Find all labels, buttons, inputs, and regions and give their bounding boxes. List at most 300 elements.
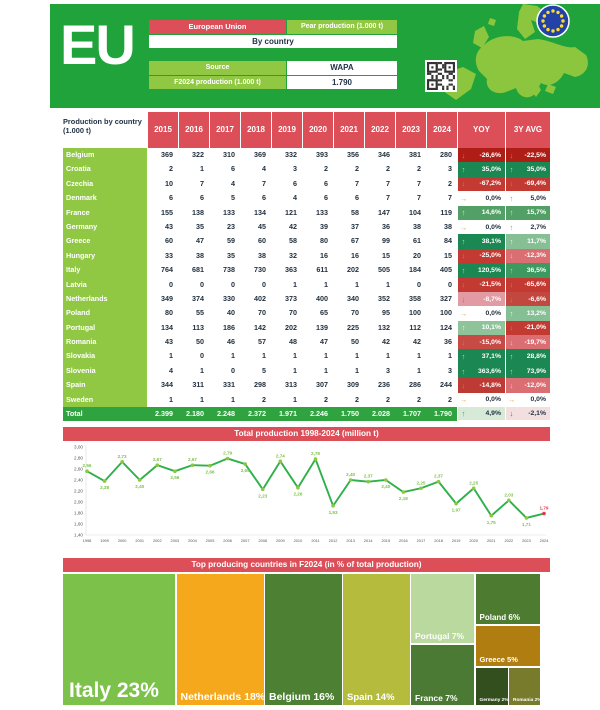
table-body (63, 148, 550, 421)
country-cell: Slovakia (63, 349, 147, 364)
data-point (472, 486, 476, 490)
treemap-title-bar: Top producing countries in F2024 (in % of total production) (63, 558, 550, 572)
value-cell: 681 (178, 263, 209, 278)
value-cell: 47 (178, 234, 209, 249)
value-cell: 40 (209, 306, 240, 321)
value-cell: 38 (240, 249, 271, 264)
value-cell: 349 (147, 292, 178, 307)
value-cell: 1 (333, 349, 364, 364)
x-axis-label: 2002 (152, 538, 162, 543)
value-cell: 0 (240, 278, 271, 293)
table-row (63, 249, 550, 263)
value-cell: 330 (209, 292, 240, 307)
year-column-header: 2017 (209, 112, 240, 148)
trend-value: -14,8% (479, 381, 501, 389)
country-cell: Italy (63, 263, 147, 278)
trend-cell (505, 263, 550, 278)
value-cell: 100 (426, 306, 457, 321)
treemap-tile-label: Italy 23% (69, 679, 159, 702)
trend-cell (505, 220, 550, 235)
value-cell: 5 (240, 364, 271, 379)
x-axis-label: 2019 (451, 538, 461, 543)
product-label: Pear production (1.000 t) (287, 20, 397, 34)
value-cell: 311 (178, 378, 209, 393)
value-cell: 184 (395, 263, 426, 278)
value-cell: 225 (333, 321, 364, 336)
value-cell: 55 (178, 306, 209, 321)
value-cell: 7 (364, 191, 395, 206)
table-row (63, 306, 550, 320)
value-cell: 2.180 (178, 407, 209, 421)
table-row (63, 148, 550, 162)
value-cell: 147 (364, 206, 395, 221)
forecast-label: F2024 production (1.000 t) (149, 76, 286, 90)
value-cell: 2 (302, 162, 333, 177)
y-axis-label: 2,80 (74, 455, 83, 461)
trend-cell (505, 393, 550, 408)
value-cell: 65 (302, 306, 333, 321)
year-column-header: 2023 (395, 112, 426, 148)
value-cell: 33 (147, 249, 178, 264)
data-label: 2,03 (504, 492, 514, 498)
trend-cell (457, 292, 505, 307)
value-cell: 2.028 (364, 407, 395, 421)
value-cell: 6 (147, 191, 178, 206)
data-label: 2,26 (293, 491, 303, 497)
data-label: 2,23 (258, 493, 268, 499)
trend-cell (457, 148, 505, 163)
value-cell: 139 (302, 321, 333, 336)
region-name: European Union (149, 20, 286, 34)
country-cell: Slovenia (63, 364, 147, 379)
trend-value: 0,0% (530, 396, 546, 404)
table-row (63, 263, 550, 277)
data-label: 2,40 (346, 472, 356, 477)
trend-down-arrow-icon: ↓ (461, 294, 466, 304)
trend-flat-arrow-icon: → (459, 309, 468, 318)
y-axis-label: 2,60 (74, 466, 83, 472)
x-axis-label: 2015 (381, 538, 391, 543)
value-cell: 70 (333, 306, 364, 321)
trend-cell (457, 393, 505, 408)
value-cell: 35 (209, 249, 240, 264)
value-cell: 402 (240, 292, 271, 307)
x-axis-label: 2001 (135, 538, 145, 543)
value-cell: 381 (395, 148, 426, 163)
trend-down-arrow-icon: ↓ (509, 337, 514, 347)
treemap-tile-label: Netherlands 18% (180, 691, 266, 703)
trend-value: -2,1% (528, 410, 546, 418)
value-cell: 61 (395, 234, 426, 249)
value-cell: 1.750 (333, 407, 364, 421)
treemap-tile-greece (476, 626, 541, 667)
header-banner (50, 4, 600, 108)
value-cell: 307 (302, 378, 333, 393)
y-axis-label: 3,00 (74, 444, 83, 450)
value-cell: 124 (426, 321, 457, 336)
table-row (63, 378, 550, 392)
country-cell: Greece (63, 234, 147, 249)
value-cell: 2 (395, 393, 426, 408)
table-row (63, 206, 550, 220)
value-cell: 36 (364, 220, 395, 235)
data-point (103, 479, 107, 483)
value-cell: 6 (302, 177, 333, 192)
value-cell: 57 (240, 335, 271, 350)
country-cell: Sweden (63, 393, 147, 408)
value-cell: 104 (395, 206, 426, 221)
table-row (63, 292, 550, 306)
value-cell: 133 (302, 206, 333, 221)
trend-down-arrow-icon: ↓ (509, 150, 514, 160)
data-point (156, 463, 160, 467)
trend-value: 0,0% (485, 396, 501, 404)
trend-cell (457, 335, 505, 350)
data-label: 2,37 (434, 473, 444, 479)
country-cell: Germany (63, 220, 147, 235)
x-axis-label: 2005 (205, 538, 215, 543)
x-axis-label: 1999 (100, 538, 109, 543)
value-cell: 1.790 (426, 407, 457, 421)
year-column-header: 2022 (364, 112, 395, 148)
source-value: WAPA (287, 61, 397, 75)
country-column-header: Production by country (1.000 t) (63, 112, 147, 148)
value-cell: 7 (364, 177, 395, 192)
value-cell: 37 (333, 220, 364, 235)
value-cell: 327 (426, 292, 457, 307)
trend-value: 14,6% (481, 209, 501, 217)
value-cell: 2 (364, 162, 395, 177)
table-header-row (63, 112, 550, 148)
value-cell: 1.971 (271, 407, 302, 421)
value-cell: 373 (271, 292, 302, 307)
x-axis-label: 2018 (434, 538, 443, 543)
value-cell: 84 (426, 234, 457, 249)
value-cell: 1 (333, 364, 364, 379)
trend-cell (457, 321, 505, 336)
data-label: 2,25 (416, 480, 426, 486)
value-cell: 340 (333, 292, 364, 307)
trend-cell (457, 364, 505, 379)
country-cell: Belgium (63, 148, 147, 163)
trend-cell (457, 234, 505, 249)
treemap-tile-belgium (265, 574, 342, 705)
value-cell: 2 (333, 162, 364, 177)
x-axis-label: 2003 (170, 538, 180, 543)
treemap-tile-portugal (411, 574, 474, 643)
data-point (419, 486, 423, 490)
value-cell: 1 (364, 349, 395, 364)
value-cell: 2 (240, 393, 271, 408)
y-axis-label: 2,40 (74, 477, 83, 483)
data-point (173, 469, 177, 473)
value-cell: 43 (147, 335, 178, 350)
trend-value: 13,2% (526, 310, 546, 317)
forecast-value: 1.790 (287, 76, 397, 90)
value-cell: 138 (178, 206, 209, 221)
data-label: 1,75 (486, 519, 496, 525)
yoy-column-header: YOY (457, 112, 505, 148)
trend-down-arrow-icon: ↓ (509, 251, 514, 261)
value-cell: 1 (178, 393, 209, 408)
value-cell: 738 (209, 263, 240, 278)
trend-up-arrow-icon: ↑ (461, 352, 466, 362)
value-cell: 16 (333, 249, 364, 264)
trend-value: 0,0% (485, 194, 501, 202)
trend-value: 4,9% (485, 410, 501, 418)
value-cell: 286 (395, 378, 426, 393)
value-cell: 155 (147, 206, 178, 221)
value-cell: 344 (147, 378, 178, 393)
y-axis-label: 1,40 (74, 532, 83, 538)
value-cell: 186 (209, 321, 240, 336)
trend-cell (505, 349, 550, 364)
x-axis-label: 2022 (504, 538, 514, 543)
trend-cell (457, 162, 505, 177)
trend-value: 35,0% (481, 166, 501, 174)
trend-value: -19,7% (524, 338, 546, 346)
trend-cell (505, 177, 550, 192)
value-cell: 393 (302, 148, 333, 163)
value-cell: 363 (271, 263, 302, 278)
trend-cell (505, 306, 550, 321)
trend-value: 15,7% (526, 209, 546, 217)
value-cell: 2 (333, 393, 364, 408)
value-cell: 7 (178, 177, 209, 192)
value-cell: 4 (240, 162, 271, 177)
country-cell: Croatia (63, 162, 147, 177)
trend-cell (505, 292, 550, 307)
trend-up-arrow-icon: ↑ (461, 208, 466, 218)
data-point (191, 463, 195, 467)
value-cell: 1 (271, 278, 302, 293)
value-cell: 309 (333, 378, 364, 393)
value-cell: 80 (302, 234, 333, 249)
trend-value: -15,0% (479, 338, 501, 346)
year-column-header: 2021 (333, 112, 364, 148)
value-cell: 6 (178, 191, 209, 206)
forecast-data-point (542, 512, 546, 516)
x-axis-label: 2010 (293, 538, 303, 543)
value-cell: 322 (178, 148, 209, 163)
trend-down-arrow-icon: ↓ (461, 337, 466, 347)
value-cell: 58 (271, 234, 302, 249)
trend-value: -69,4% (524, 180, 546, 188)
trend-up-arrow-icon: ↑ (509, 309, 514, 318)
value-cell: 100 (395, 306, 426, 321)
trend-value: -67,2% (479, 180, 501, 188)
value-cell: 6 (240, 191, 271, 206)
value-cell: 2 (395, 162, 426, 177)
data-label: 2,56 (82, 463, 92, 469)
data-point (120, 460, 124, 464)
value-cell: 730 (240, 263, 271, 278)
value-cell: 405 (426, 263, 457, 278)
treemap-tile-label: Greece 5% (479, 655, 518, 664)
treemap-tile-spain (343, 574, 410, 705)
value-cell: 45 (240, 220, 271, 235)
trend-cell (457, 263, 505, 278)
data-point (366, 480, 370, 484)
year-column-header: 2016 (178, 112, 209, 148)
value-cell: 15 (426, 249, 457, 264)
data-label: 2,56 (170, 475, 180, 481)
treemap-tile-netherlands (177, 574, 264, 705)
table-row (63, 220, 550, 234)
x-axis-label: 2000 (117, 538, 127, 543)
value-cell: 611 (302, 263, 333, 278)
value-cell: 298 (240, 378, 271, 393)
value-cell: 112 (395, 321, 426, 336)
trend-cell (505, 191, 550, 206)
trend-cell (457, 407, 505, 421)
value-cell: 332 (271, 148, 302, 163)
value-cell: 1 (147, 349, 178, 364)
value-cell: 1 (178, 162, 209, 177)
value-cell: 70 (271, 306, 302, 321)
qr-code-icon (425, 60, 457, 92)
value-cell: 5 (209, 191, 240, 206)
y-axis-label: 1,60 (74, 521, 83, 527)
value-cell: 42 (364, 335, 395, 350)
data-label: 2,66 (205, 469, 215, 475)
value-cell: 134 (240, 206, 271, 221)
value-cell: 142 (240, 321, 271, 336)
value-cell: 2.248 (209, 407, 240, 421)
value-cell: 352 (364, 292, 395, 307)
data-point (489, 514, 493, 518)
trend-cell (457, 177, 505, 192)
table-row (63, 162, 550, 176)
data-point (507, 499, 511, 503)
country-cell: Denmark (63, 191, 147, 206)
value-cell: 0 (426, 278, 457, 293)
value-cell: 47 (302, 335, 333, 350)
x-axis-label: 2014 (363, 538, 373, 543)
data-point (314, 457, 318, 461)
value-cell: 310 (209, 148, 240, 163)
treemap-tile-label: Romania 2% (513, 698, 542, 703)
value-cell: 4 (271, 191, 302, 206)
value-cell: 0 (178, 349, 209, 364)
trend-value: 5,0% (530, 194, 546, 202)
value-cell: 48 (271, 335, 302, 350)
value-cell: 6 (271, 177, 302, 192)
value-cell: 2.372 (240, 407, 271, 421)
data-label: 2,79 (223, 450, 233, 456)
value-cell: 331 (209, 378, 240, 393)
treemap-tile-label: Belgium 16% (269, 691, 335, 703)
value-cell: 7 (395, 177, 426, 192)
value-cell: 119 (426, 206, 457, 221)
data-label: 1,97 (451, 507, 461, 513)
treemap-tile-france (411, 645, 474, 706)
value-cell: 59 (209, 234, 240, 249)
value-cell: 2.399 (147, 407, 178, 421)
trend-down-arrow-icon: ↓ (461, 150, 466, 160)
value-cell: 42 (271, 220, 302, 235)
value-cell: 202 (271, 321, 302, 336)
table-row (63, 364, 550, 378)
data-point (437, 480, 441, 484)
value-cell: 38 (426, 220, 457, 235)
data-label: 2,67 (152, 457, 162, 463)
trend-value: 28,8% (526, 353, 546, 361)
trend-value: 38,1% (481, 238, 501, 246)
value-cell: 1 (302, 364, 333, 379)
treemap-tile-poland (476, 574, 541, 624)
trend-down-arrow-icon: ↓ (461, 251, 466, 261)
data-point (525, 516, 529, 520)
treemap-tile-label: Poland 6% (479, 613, 520, 622)
value-cell: 1 (395, 364, 426, 379)
value-cell: 3 (426, 364, 457, 379)
data-point (243, 462, 247, 466)
treemap-tile-label: France 7% (415, 693, 458, 703)
value-cell: 369 (147, 148, 178, 163)
trend-cell (505, 206, 550, 221)
value-cell: 7 (240, 177, 271, 192)
trend-cell (505, 162, 550, 177)
trend-down-arrow-icon: ↓ (461, 280, 466, 290)
value-cell: 2 (302, 393, 333, 408)
value-cell: 1 (302, 349, 333, 364)
x-axis-label: 2016 (399, 538, 408, 543)
trend-flat-arrow-icon: → (507, 395, 516, 405)
x-axis-label: 2020 (469, 538, 479, 543)
value-cell: 15 (364, 249, 395, 264)
trend-value: -21,5% (479, 281, 501, 289)
data-label: 1,71 (521, 521, 531, 527)
value-cell: 3 (364, 364, 395, 379)
value-cell: 60 (240, 234, 271, 249)
trend-value: 363,6% (477, 367, 501, 375)
value-cell: 1 (426, 349, 457, 364)
trend-up-arrow-icon: ↑ (509, 352, 514, 362)
value-cell: 1 (271, 364, 302, 379)
view-label: By country (149, 35, 397, 49)
trend-up-arrow-icon: ↑ (509, 193, 514, 203)
trend-cell (457, 349, 505, 364)
value-cell: 58 (333, 206, 364, 221)
trend-up-arrow-icon: ↑ (509, 237, 514, 247)
value-cell: 2 (426, 177, 457, 192)
value-cell: 39 (302, 220, 333, 235)
trend-down-arrow-icon: ↓ (509, 294, 514, 304)
value-cell: 35 (178, 220, 209, 235)
value-cell: 50 (178, 335, 209, 350)
trend-up-arrow-icon: ↑ (509, 265, 514, 275)
trend-cell (457, 378, 505, 393)
source-label: Source (149, 61, 286, 75)
value-cell: 7 (426, 191, 457, 206)
value-cell: 313 (271, 378, 302, 393)
table-row (63, 177, 550, 191)
value-cell: 36 (426, 335, 457, 350)
value-cell: 7 (333, 177, 364, 192)
trend-value: -12,3% (524, 252, 546, 260)
trend-up-arrow-icon: ↑ (461, 165, 466, 175)
trend-cell (505, 407, 550, 421)
value-cell: 0 (209, 278, 240, 293)
table-row (63, 191, 550, 205)
table-row (63, 335, 550, 349)
value-cell: 3 (426, 162, 457, 177)
value-cell: 0 (395, 278, 426, 293)
trend-value: 0,0% (485, 223, 501, 231)
x-axis-label: 2021 (486, 538, 496, 543)
trend-cell (505, 278, 550, 293)
